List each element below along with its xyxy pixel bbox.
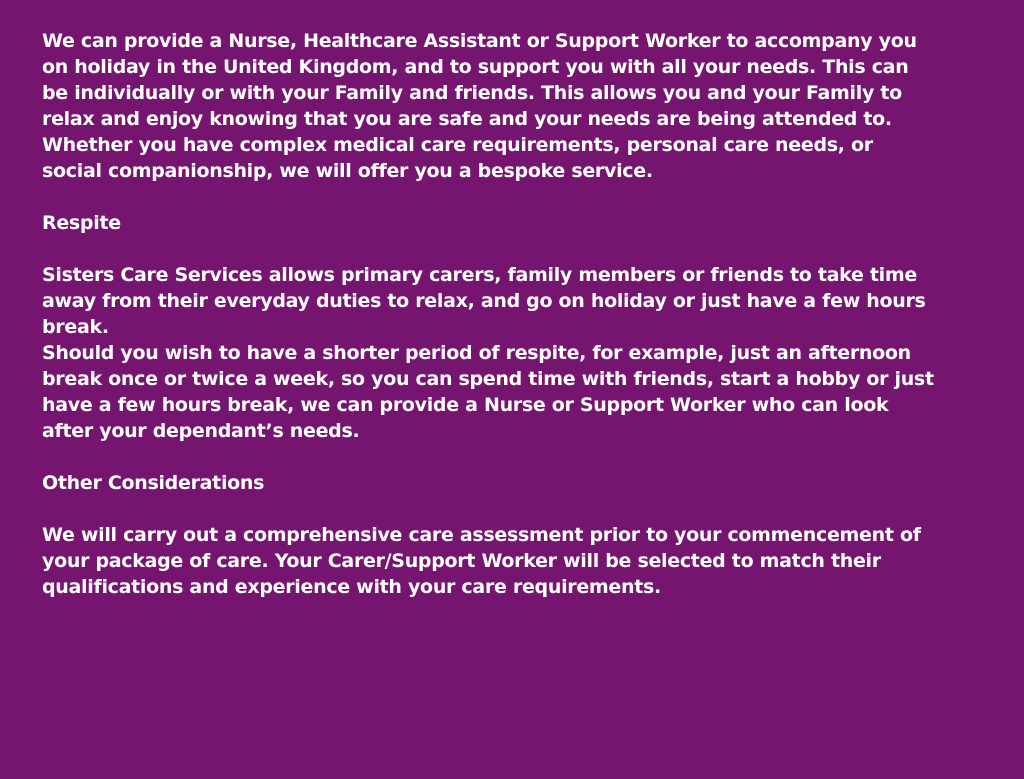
other-line: qualifications and experience with your care requirements. [42,576,661,598]
other-line: your package of care. Your Carer/Support Worker will be selected to match their [42,550,881,572]
intro-line: We can provide a Nurse, Healthcare Assistant or Support Worker to accompany you [42,30,917,52]
respite-line: Sisters Care Services allows primary carers, family members or friends to take time [42,264,917,286]
intro-line: Whether you have complex medical care requirements, personal care needs, or [42,134,873,156]
respite-line: have a few hours break, we can provide a Nurse or Support Worker who can look [42,394,889,416]
heading-text: Respite [42,212,121,234]
respite-line: Should you wish to have a shorter period of respite, for example, just an afternoon [42,342,911,364]
other-paragraph [42,522,984,600]
respite-heading [42,210,984,236]
spacer [42,444,984,470]
intro-line: social companionship, we will offer you a bespoke service. [42,160,653,182]
intro-line: relax and enjoy knowing that you are safe and your needs are being attended to. [42,108,892,130]
other-line: We will carry out a comprehensive care assessment prior to your commencement of [42,524,921,546]
spacer [42,496,984,522]
spacer [42,184,984,210]
respite-line: after your dependant’s needs. [42,420,360,442]
respite-paragraph-2 [42,340,984,444]
intro-line: be individually or with your Family and friends. This allows you and your Family to [42,82,902,104]
heading-text: Other Considerations [42,472,265,494]
other-heading [42,470,984,496]
intro-line: on holiday in the United Kingdom, and to support you with all your needs. This can [42,56,909,78]
respite-line: break. [42,316,109,338]
respite-paragraph-1 [42,262,984,340]
spacer [42,236,984,262]
respite-line: away from their everyday duties to relax, and go on holiday or just have a few hours [42,290,926,312]
intro-paragraph [42,28,984,184]
respite-line: break once or twice a week, so you can spend time with friends, start a hobby or just [42,368,934,390]
